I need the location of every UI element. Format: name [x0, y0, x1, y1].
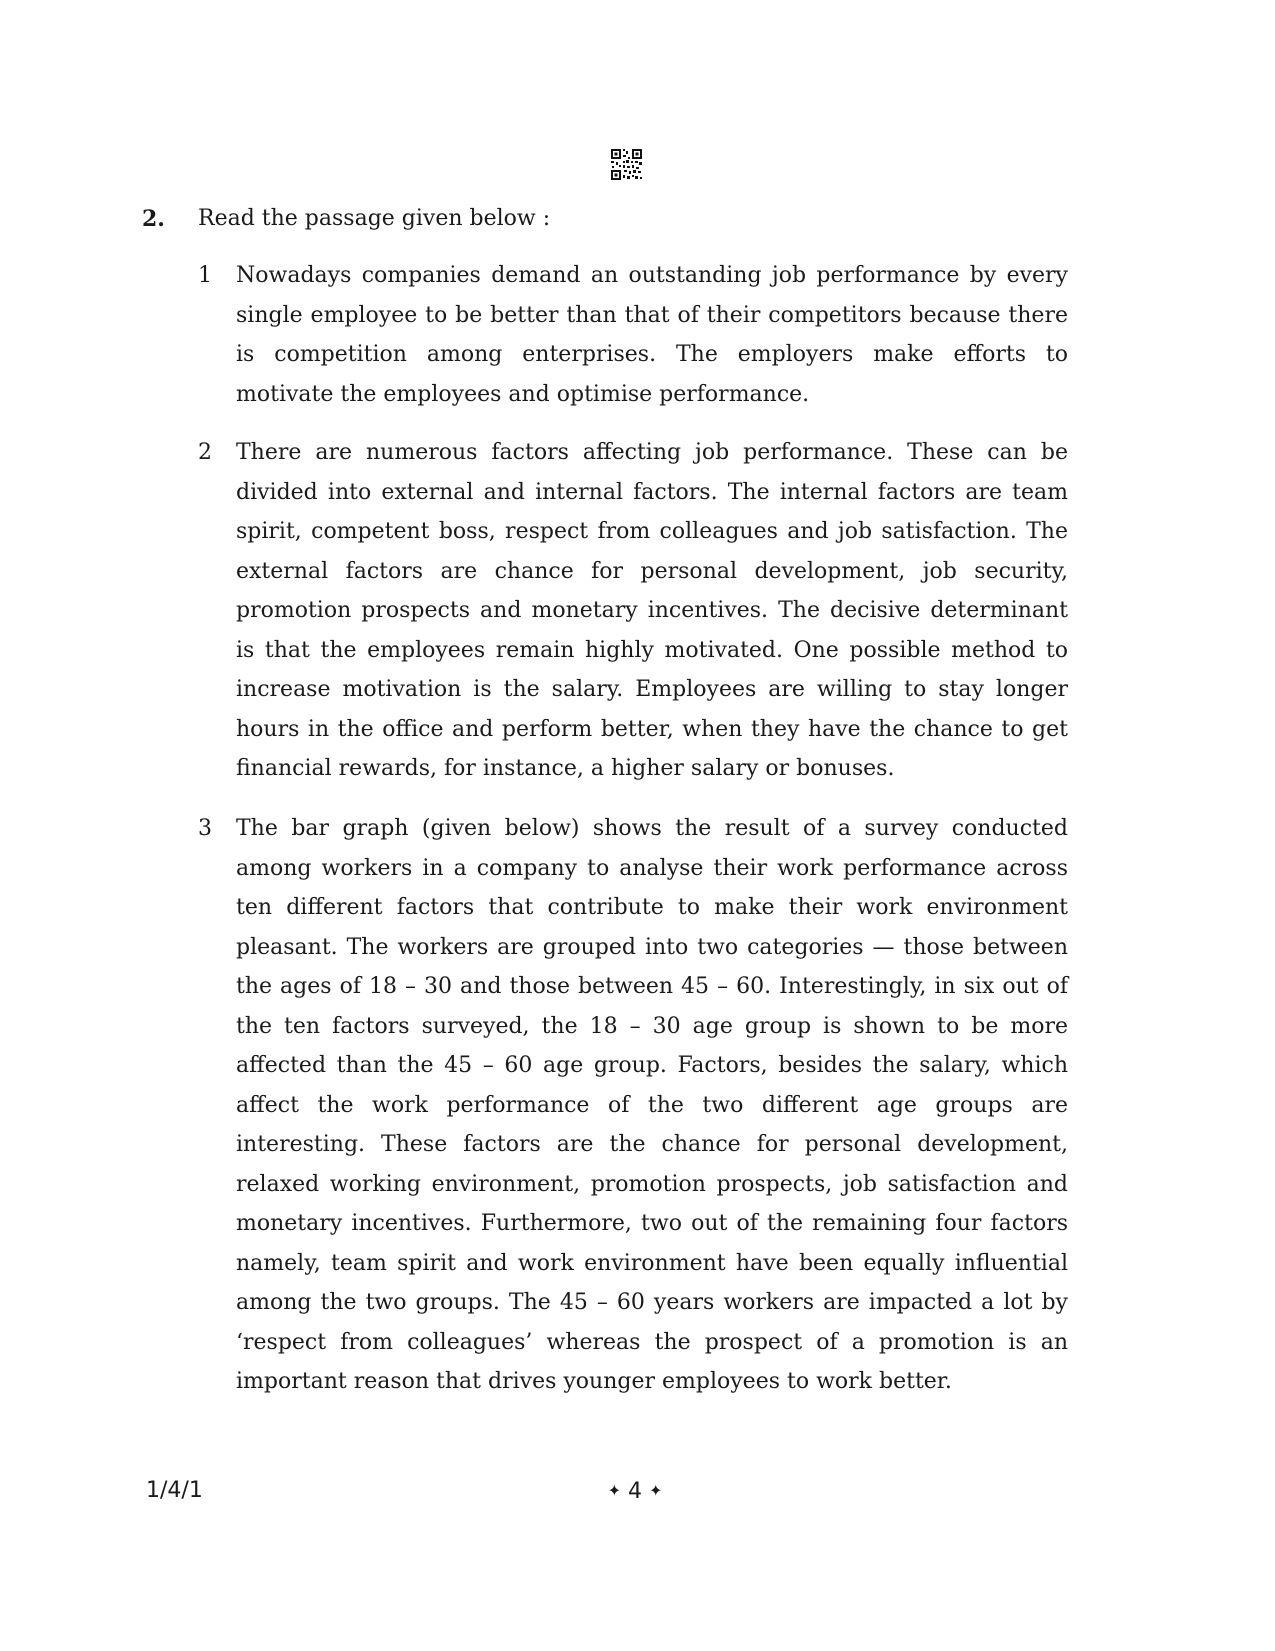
question-number: 2.	[142, 206, 165, 232]
paragraph-text: There are numerous factors affecting job performance. These can be divided into external and internal factors. The internal factors are team spirit, competent boss, respect from colleagues and job satisfaction. The external factors are chance for personal development, job security, promotion prospects and monetary incentives. The decisive determinant is that the employees remain highly motivated. One possible method to increase motivation is the salary. Employees are willing to stay longer hours in the office and perform better, when they have the chance to get financial rewards, for instance, a higher salary or bonuses.	[236, 440, 1068, 781]
paragraph-number: 2	[198, 440, 212, 465]
paragraph-number: 3	[198, 816, 212, 841]
qr-code-icon	[610, 148, 643, 181]
paragraph-number: 1	[198, 263, 212, 288]
page-number	[590, 1476, 680, 1507]
paragraph-text: Nowadays companies demand an outstanding job performance by every single employee to be better than that of their competitors because there is competition among enterprises. The employers make efforts to motivate the employees and optimise performance.	[236, 263, 1068, 407]
paragraph-text: The bar graph (given below) shows the result of a survey conducted among workers in a company to analyse their work performance across ten different factors that contribute to make their work environment pleasant. The workers are grouped into two categories — those between the ages of 18 – 30 and those between 45 – 60. Interestingly, in six out of the ten factors surveyed, the 18 – 30 age group is shown to be more affected than the 45 – 60 age group. Factors, besides the salary, which affect the work performance of the two different age groups are interesting. These factors are the chance for personal development, relaxed working environment, promotion prospects, job satisfaction and monetary incentives. Furthermore, two out of the remaining four factors namely, team spirit and work environment have been equally influential among the two groups. The 45 – 60 years workers are impacted a lot by ‘respect from colleagues’ whereas the prospect of a promotion is an important reason that drives younger employees to work better.	[236, 816, 1068, 1394]
question-intro: Read the passage given below :	[198, 206, 551, 231]
paper-code: 1/4/1	[146, 1478, 203, 1503]
ornament-left-icon: ✦	[607, 1481, 621, 1500]
ornament-right-icon: ✦	[649, 1481, 663, 1500]
page-number-value: 4	[628, 1479, 642, 1504]
